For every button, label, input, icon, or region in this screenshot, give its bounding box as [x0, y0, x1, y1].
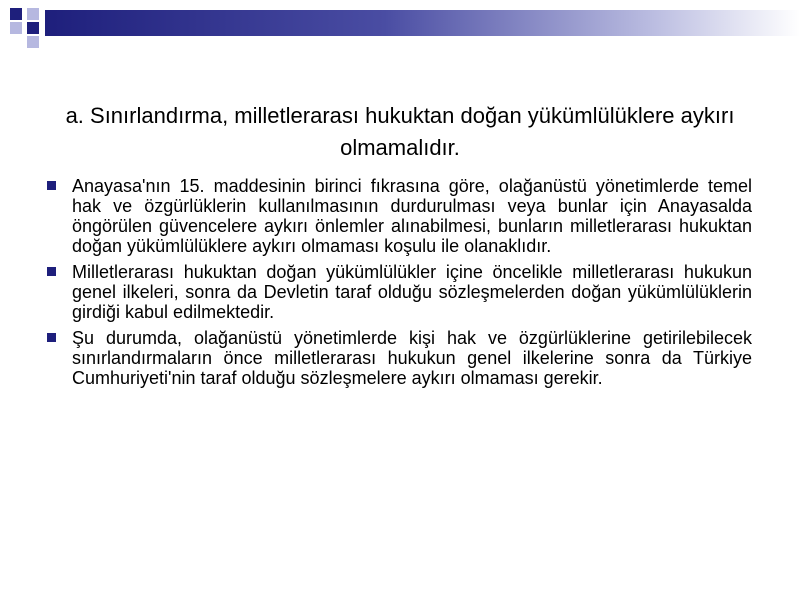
square-bullet-icon [47, 267, 56, 276]
bullet-text: Şu durumda, olağanüstü yönetimlerde kişi hak ve özgürlüklerine getirilebilecek sınırlandırmaların önce milletlerarası hukukun genel ilkelerine sonra da Türkiye Cumhuriyeti'nin taraf olduğu sözleşmelere aykırı olmaması gerekir. [72, 328, 752, 388]
square-bullet-icon [47, 333, 56, 342]
decor-square-light [10, 22, 22, 34]
decor-square-dark [27, 22, 39, 34]
square-bullet-icon [47, 181, 56, 190]
decor-square-light [27, 8, 39, 20]
header-band [45, 10, 800, 36]
decor-square-dark [10, 8, 22, 20]
decor-square-light [27, 36, 39, 48]
list-item [44, 176, 752, 256]
bullet-text: Anayasa'nın 15. maddesinin birinci fıkrasına göre, olağanüstü yönetimlerde temel hak ve özgürlüklerin kullanılmasının durdurulması veya bunlar için Anayasalda öngörülen güvencelere aykırı önlemler alınabilmesi, bunların milletlerarası hukuktan doğan yükümlülüklere aykırı olmaması koşulu ile olanaklıdır. [72, 176, 752, 256]
list-item [44, 262, 752, 322]
bullet-text: Milletlerarası hukuktan doğan yükümlülükler içine öncelikle milletlerarası hukukun genel ilkeleri, sonra da Devletin taraf olduğu sözleşmelerden doğan yükümlülüklerin girdiği kabul edilmektedir. [72, 262, 752, 322]
bullet-list [44, 176, 752, 394]
slide-title: a. Sınırlandırma, milletlerarası hukuktan doğan yükümlülüklere aykırı olmamalıdır. [65, 103, 735, 160]
list-item [44, 328, 752, 388]
